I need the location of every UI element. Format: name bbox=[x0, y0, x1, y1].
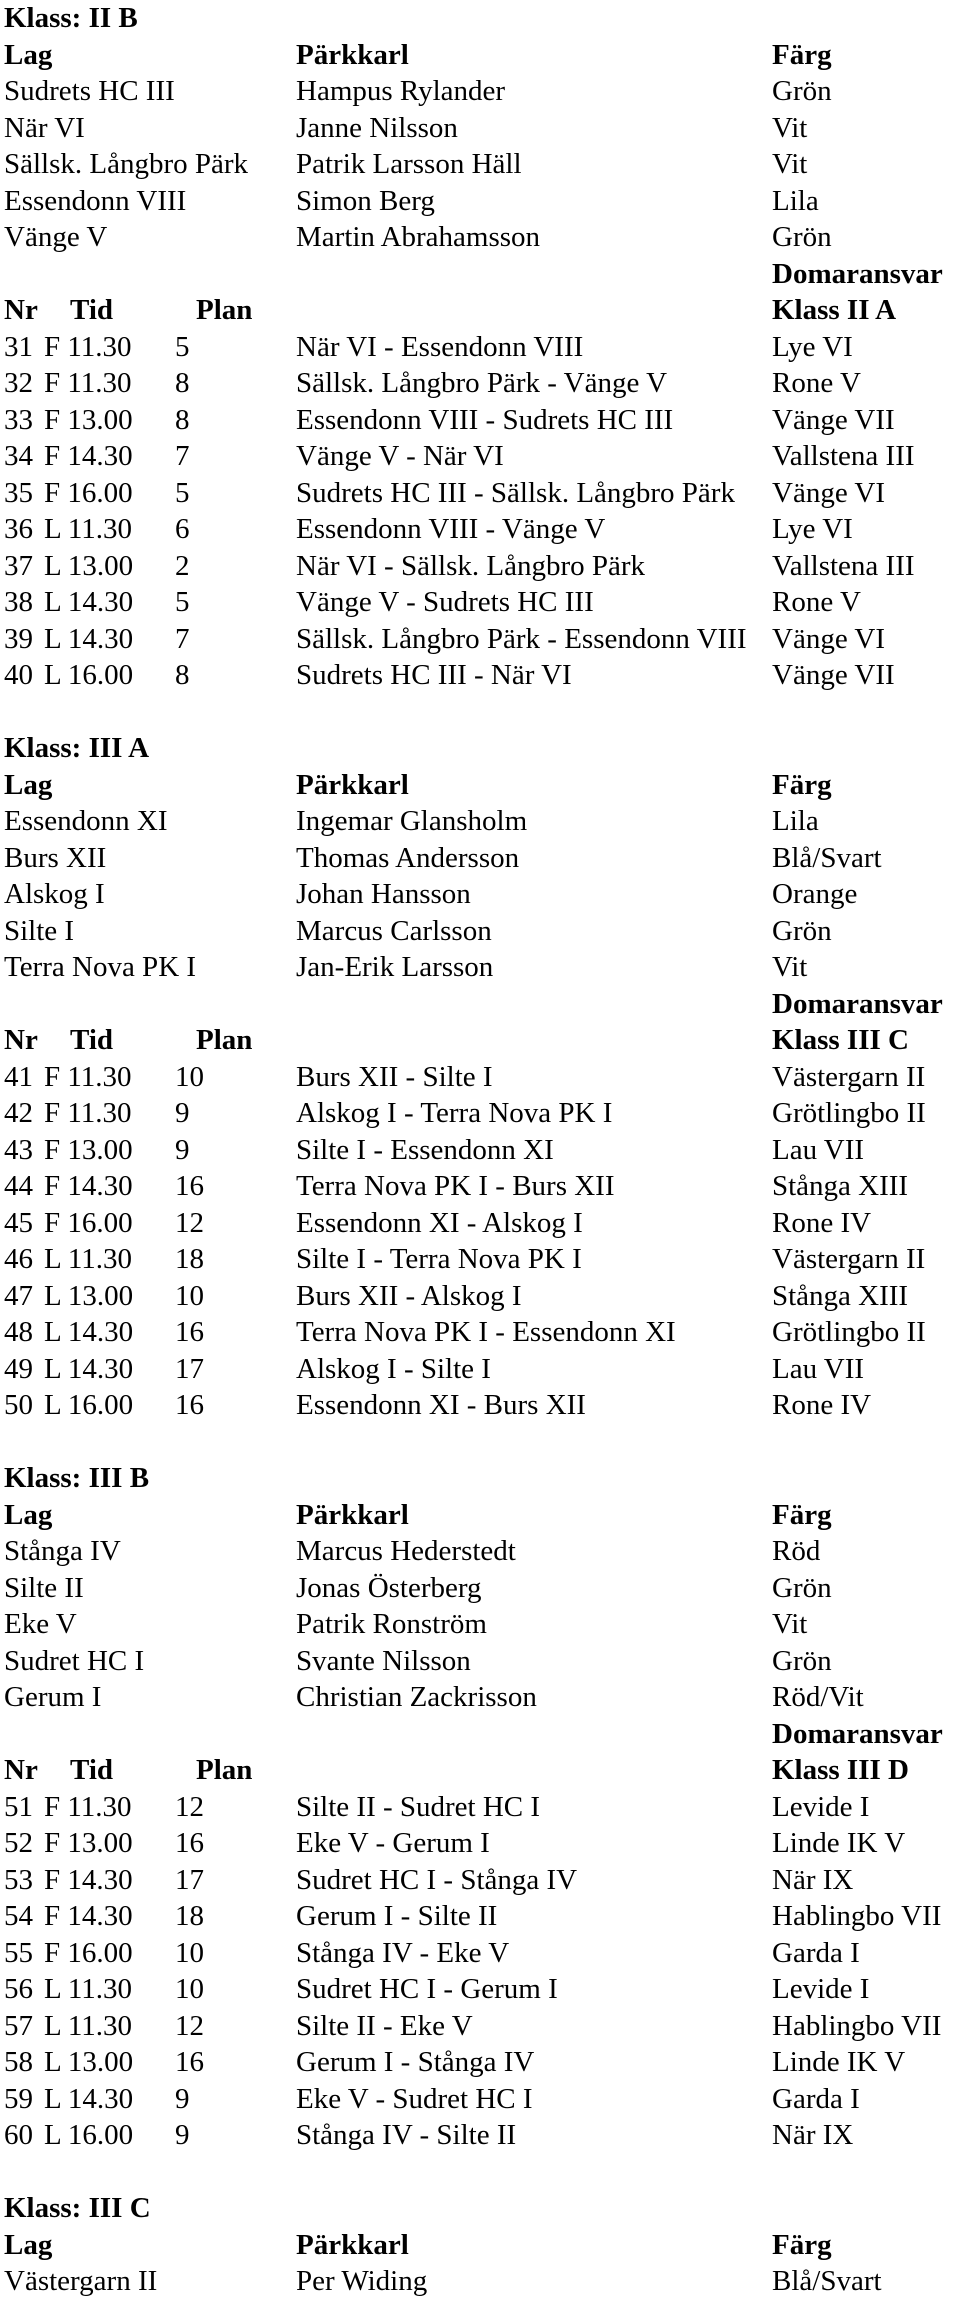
team-color: Grön bbox=[772, 221, 832, 253]
match-time: L 13.00 bbox=[44, 2046, 134, 2078]
team-header-row bbox=[0, 2227, 960, 2264]
team-name: Eke V bbox=[4, 1608, 77, 1640]
section-title-row bbox=[0, 2190, 960, 2227]
nr-header: Nr bbox=[4, 294, 38, 326]
team-color: Vit bbox=[772, 951, 808, 983]
team-header-row bbox=[0, 1497, 960, 1534]
match-referee: Garda I bbox=[772, 2082, 860, 2115]
match-nr: 49 bbox=[4, 1352, 33, 1385]
team-color: Blå/Svart bbox=[772, 841, 882, 874]
match-plan: 10 bbox=[175, 1936, 204, 1969]
nr-header: Nr bbox=[4, 1754, 38, 1786]
parkkarl-name: Jonas Österberg bbox=[296, 1571, 482, 1604]
team-name: När VI bbox=[4, 111, 85, 144]
match-row bbox=[0, 475, 960, 512]
tid-header: Tid bbox=[70, 1754, 114, 1786]
match-nr: 54 bbox=[4, 1900, 33, 1932]
match-teams: Vänge V - Sudrets HC III bbox=[296, 586, 594, 618]
match-time: F 11.30 bbox=[44, 330, 132, 363]
match-plan: 10 bbox=[175, 1060, 204, 1093]
match-teams: Essendonn XI - Alskog I bbox=[296, 1206, 583, 1239]
section-title-row bbox=[0, 1460, 960, 1497]
match-row bbox=[0, 1278, 960, 1315]
match-referee: Stånga XIII bbox=[772, 1279, 909, 1312]
match-row bbox=[0, 1205, 960, 1242]
parkkarl-name: Jan-Erik Larsson bbox=[296, 951, 494, 983]
match-referee: Lye VI bbox=[772, 330, 853, 363]
lag-header: Lag bbox=[4, 1498, 53, 1531]
section-title: Klass: III C bbox=[4, 2192, 151, 2224]
team-row bbox=[0, 1570, 960, 1607]
match-time: L 14.30 bbox=[44, 586, 134, 618]
match-plan: 10 bbox=[175, 1973, 204, 2005]
match-referee: Rone V bbox=[772, 367, 861, 399]
match-nr: 50 bbox=[4, 1389, 33, 1421]
team-row bbox=[0, 840, 960, 877]
match-teams: Gerum I - Stånga IV bbox=[296, 2046, 535, 2078]
team-row bbox=[0, 803, 960, 840]
match-nr: 34 bbox=[4, 440, 33, 472]
farg-header: Färg bbox=[772, 2228, 832, 2261]
match-teams: Silte II - Eke V bbox=[296, 2009, 473, 2042]
match-nr: 52 bbox=[4, 1827, 33, 1859]
match-time: L 14.30 bbox=[44, 622, 134, 655]
match-row bbox=[0, 1059, 960, 1096]
match-nr: 37 bbox=[4, 549, 33, 582]
match-plan: 8 bbox=[175, 367, 190, 399]
match-row bbox=[0, 1314, 960, 1351]
team-row bbox=[0, 1606, 960, 1643]
match-row bbox=[0, 1168, 960, 1205]
match-time: L 14.30 bbox=[44, 1352, 134, 1385]
match-time: L 11.30 bbox=[44, 1973, 133, 2005]
match-row bbox=[0, 438, 960, 475]
parkkarl-header: Pärkkarl bbox=[296, 1498, 409, 1531]
match-teams: När VI - Essendonn VIII bbox=[296, 330, 584, 363]
team-name: Stånga IV bbox=[4, 1535, 121, 1567]
team-name: Vänge V bbox=[4, 221, 108, 253]
match-row bbox=[0, 511, 960, 548]
match-nr: 55 bbox=[4, 1936, 33, 1969]
klass-label: Klass II A bbox=[772, 294, 897, 326]
match-row bbox=[0, 2117, 960, 2154]
team-row bbox=[0, 913, 960, 950]
match-nr: 44 bbox=[4, 1170, 33, 1202]
team-color: Grön bbox=[772, 914, 832, 947]
section-title: Klass: II B bbox=[4, 2, 138, 34]
match-row bbox=[0, 2081, 960, 2118]
tid-header: Tid bbox=[70, 294, 114, 326]
match-plan: 16 bbox=[175, 1389, 204, 1421]
team-row bbox=[0, 1679, 960, 1716]
match-nr: 36 bbox=[4, 513, 33, 545]
match-row bbox=[0, 1241, 960, 1278]
match-referee: Grötlingbo II bbox=[772, 1097, 926, 1129]
team-header-row bbox=[0, 37, 960, 74]
parkkarl-name: Ingemar Glansholm bbox=[296, 805, 528, 837]
match-teams: Sällsk. Långbro Pärk - Essendonn VIII bbox=[296, 622, 747, 655]
match-row bbox=[0, 329, 960, 366]
match-teams: Sudret HC I - Stånga IV bbox=[296, 1863, 578, 1896]
match-referee: Linde IK V bbox=[772, 2046, 906, 2078]
team-row bbox=[0, 949, 960, 986]
team-header-row bbox=[0, 767, 960, 804]
domaransvar-row bbox=[0, 256, 960, 293]
match-nr: 48 bbox=[4, 1316, 33, 1348]
match-referee: Hablingbo VII bbox=[772, 2009, 942, 2042]
match-row bbox=[0, 1862, 960, 1899]
parkkarl-name: Patrik Larsson Häll bbox=[296, 148, 522, 180]
match-referee: När IX bbox=[772, 2119, 854, 2151]
match-referee: Hablingbo VII bbox=[772, 1900, 942, 1932]
match-teams: Sällsk. Långbro Pärk - Vänge V bbox=[296, 367, 668, 399]
match-time: F 11.30 bbox=[44, 367, 132, 399]
match-row bbox=[0, 1132, 960, 1169]
team-color: Lila bbox=[772, 184, 819, 217]
match-teams: Essendonn VIII - Sudrets HC III bbox=[296, 403, 674, 436]
match-header-row bbox=[0, 1752, 960, 1789]
team-color: Grön bbox=[772, 1571, 832, 1604]
match-nr: 39 bbox=[4, 622, 33, 655]
match-referee: Lau VII bbox=[772, 1352, 865, 1385]
match-referee: Levide I bbox=[772, 1790, 870, 1823]
team-row bbox=[0, 183, 960, 220]
match-teams: Sudrets HC III - Sällsk. Långbro Pärk bbox=[296, 476, 735, 509]
match-teams: Essendonn XI - Burs XII bbox=[296, 1389, 586, 1421]
match-nr: 43 bbox=[4, 1133, 33, 1166]
match-time: F 16.00 bbox=[44, 476, 133, 509]
domaransvar-row bbox=[0, 1716, 960, 1753]
match-nr: 35 bbox=[4, 476, 33, 509]
parkkarl-name: Marcus Carlsson bbox=[296, 914, 492, 947]
match-time: L 14.30 bbox=[44, 1316, 134, 1348]
match-teams: Terra Nova PK I - Essendonn XI bbox=[296, 1316, 676, 1348]
match-nr: 56 bbox=[4, 1973, 33, 2005]
match-plan: 17 bbox=[175, 1863, 204, 1896]
parkkarl-name: Patrik Ronström bbox=[296, 1608, 487, 1640]
section-title-row bbox=[0, 730, 960, 767]
match-teams: Sudret HC I - Gerum I bbox=[296, 1973, 558, 2005]
team-name: Silte I bbox=[4, 914, 75, 947]
section-title-row bbox=[0, 0, 960, 37]
match-plan: 12 bbox=[175, 1206, 204, 1239]
match-time: F 11.30 bbox=[44, 1097, 132, 1129]
match-row bbox=[0, 584, 960, 621]
match-plan: 8 bbox=[175, 659, 190, 691]
match-nr: 53 bbox=[4, 1863, 33, 1896]
match-time: F 14.30 bbox=[44, 1170, 133, 1202]
parkkarl-header: Pärkkarl bbox=[296, 2228, 409, 2261]
match-time: L 13.00 bbox=[44, 549, 134, 582]
team-name: Burs XII bbox=[4, 841, 107, 874]
team-row bbox=[0, 73, 960, 110]
team-name: Sällsk. Långbro Pärk bbox=[4, 148, 249, 180]
team-color: Orange bbox=[772, 878, 858, 910]
match-plan: 6 bbox=[175, 513, 190, 545]
lag-header: Lag bbox=[4, 2228, 53, 2261]
match-time: F 11.30 bbox=[44, 1060, 132, 1093]
match-time: L 11.30 bbox=[44, 1243, 133, 1275]
parkkarl-name: Thomas Andersson bbox=[296, 841, 520, 874]
match-teams: Essendonn VIII - Vänge V bbox=[296, 513, 606, 545]
team-name: Essendonn XI bbox=[4, 805, 168, 837]
match-header-row bbox=[0, 1022, 960, 1059]
parkkarl-name: Christian Zackrisson bbox=[296, 1681, 537, 1713]
match-time: L 13.00 bbox=[44, 1279, 134, 1312]
match-referee: Vänge VII bbox=[772, 403, 895, 436]
match-plan: 5 bbox=[175, 586, 190, 618]
match-row bbox=[0, 1825, 960, 1862]
parkkarl-name: Johan Hansson bbox=[296, 878, 471, 910]
match-time: F 11.30 bbox=[44, 1790, 132, 1823]
parkkarl-name: Simon Berg bbox=[296, 184, 435, 217]
match-nr: 51 bbox=[4, 1790, 33, 1823]
match-teams: Silte II - Sudret HC I bbox=[296, 1790, 541, 1823]
farg-header: Färg bbox=[772, 38, 832, 71]
match-time: L 16.00 bbox=[44, 1389, 134, 1421]
match-plan: 17 bbox=[175, 1352, 204, 1385]
match-row bbox=[0, 657, 960, 694]
match-teams: Alskog I - Silte I bbox=[296, 1352, 491, 1385]
match-referee: När IX bbox=[772, 1863, 854, 1896]
plan-header: Plan bbox=[196, 1754, 253, 1786]
team-row bbox=[0, 1533, 960, 1570]
match-row bbox=[0, 1898, 960, 1935]
match-referee: Rone IV bbox=[772, 1389, 872, 1421]
team-row bbox=[0, 110, 960, 147]
team-name: Silte II bbox=[4, 1571, 84, 1604]
match-teams: Alskog I - Terra Nova PK I bbox=[296, 1097, 613, 1129]
match-referee: Garda I bbox=[772, 1936, 860, 1969]
team-color: Grön bbox=[772, 1644, 832, 1677]
team-name: Sudret HC I bbox=[4, 1644, 145, 1677]
team-name: Essendonn VIII bbox=[4, 184, 187, 217]
match-row bbox=[0, 621, 960, 658]
match-teams: Gerum I - Silte II bbox=[296, 1900, 498, 1932]
match-teams: Eke V - Gerum I bbox=[296, 1827, 490, 1859]
klass-label: Klass III C bbox=[772, 1024, 909, 1056]
parkkarl-name: Janne Nilsson bbox=[296, 111, 458, 144]
match-time: F 13.00 bbox=[44, 403, 133, 436]
match-referee: Stånga XIII bbox=[772, 1170, 909, 1202]
match-nr: 45 bbox=[4, 1206, 33, 1239]
domaransvar-header: Domaransvar bbox=[772, 257, 943, 290]
match-referee: Linde IK V bbox=[772, 1827, 906, 1859]
team-row bbox=[0, 146, 960, 183]
match-row bbox=[0, 402, 960, 439]
team-name: Sudrets HC III bbox=[4, 75, 175, 107]
match-referee: Rone V bbox=[772, 586, 861, 618]
team-color: Vit bbox=[772, 111, 808, 144]
match-row bbox=[0, 548, 960, 585]
match-time: L 16.00 bbox=[44, 659, 134, 691]
match-teams: Stånga IV - Eke V bbox=[296, 1936, 510, 1969]
team-name: Terra Nova PK I bbox=[4, 951, 197, 983]
match-referee: Lau VII bbox=[772, 1133, 865, 1166]
match-referee: Vänge VI bbox=[772, 622, 886, 655]
parkkarl-header: Pärkkarl bbox=[296, 38, 409, 71]
match-plan: 9 bbox=[175, 1097, 190, 1129]
nr-header: Nr bbox=[4, 1024, 38, 1056]
match-plan: 16 bbox=[175, 1827, 204, 1859]
match-referee: Levide I bbox=[772, 1973, 870, 2005]
match-nr: 57 bbox=[4, 2009, 33, 2042]
match-row bbox=[0, 1095, 960, 1132]
match-plan: 5 bbox=[175, 476, 190, 509]
match-plan: 7 bbox=[175, 622, 190, 655]
match-teams: Burs XII - Silte I bbox=[296, 1060, 493, 1093]
parkkarl-name: Per Widing bbox=[296, 2265, 428, 2297]
match-row bbox=[0, 1971, 960, 2008]
match-row bbox=[0, 1351, 960, 1388]
parkkarl-header: Pärkkarl bbox=[296, 768, 409, 801]
match-time: L 11.30 bbox=[44, 2009, 133, 2042]
match-plan: 10 bbox=[175, 1279, 204, 1312]
match-plan: 7 bbox=[175, 440, 190, 472]
match-plan: 16 bbox=[175, 1316, 204, 1348]
team-name: Alskog I bbox=[4, 878, 105, 910]
match-plan: 9 bbox=[175, 2119, 190, 2151]
match-nr: 46 bbox=[4, 1243, 33, 1275]
match-teams: Silte I - Essendonn XI bbox=[296, 1133, 554, 1166]
match-time: F 16.00 bbox=[44, 1206, 133, 1239]
match-referee: Rone IV bbox=[772, 1206, 872, 1239]
match-plan: 8 bbox=[175, 403, 190, 436]
match-plan: 12 bbox=[175, 2009, 204, 2042]
team-row bbox=[0, 219, 960, 256]
match-plan: 12 bbox=[175, 1790, 204, 1823]
match-referee: Vallstena III bbox=[772, 440, 915, 472]
team-color: Vit bbox=[772, 148, 808, 180]
team-name: Gerum I bbox=[4, 1681, 102, 1713]
match-header-row bbox=[0, 292, 960, 329]
team-row bbox=[0, 876, 960, 913]
match-referee: Västergarn II bbox=[772, 1060, 926, 1093]
farg-header: Färg bbox=[772, 1498, 832, 1531]
match-referee: Vallstena III bbox=[772, 549, 915, 582]
lag-header: Lag bbox=[4, 38, 53, 71]
match-plan: 18 bbox=[175, 1900, 204, 1932]
match-time: F 14.30 bbox=[44, 440, 133, 472]
match-teams: Terra Nova PK I - Burs XII bbox=[296, 1170, 615, 1202]
match-time: L 14.30 bbox=[44, 2082, 134, 2115]
match-plan: 5 bbox=[175, 330, 190, 363]
match-row bbox=[0, 1789, 960, 1826]
match-time: L 16.00 bbox=[44, 2119, 134, 2151]
match-plan: 9 bbox=[175, 2082, 190, 2115]
farg-header: Färg bbox=[772, 768, 832, 801]
match-referee: Vänge VI bbox=[772, 476, 886, 509]
match-row bbox=[0, 2008, 960, 2045]
team-row bbox=[0, 1643, 960, 1680]
match-time: F 14.30 bbox=[44, 1900, 133, 1932]
match-time: F 14.30 bbox=[44, 1863, 133, 1896]
tid-header: Tid bbox=[70, 1024, 114, 1056]
match-teams: Sudrets HC III - När VI bbox=[296, 659, 572, 691]
match-row bbox=[0, 2044, 960, 2081]
domaransvar-row bbox=[0, 986, 960, 1023]
match-time: F 13.00 bbox=[44, 1827, 133, 1859]
match-nr: 58 bbox=[4, 2046, 33, 2078]
match-nr: 31 bbox=[4, 330, 33, 363]
parkkarl-name: Svante Nilsson bbox=[296, 1644, 471, 1677]
match-plan: 9 bbox=[175, 1133, 190, 1166]
match-nr: 41 bbox=[4, 1060, 33, 1093]
domaransvar-header: Domaransvar bbox=[772, 987, 943, 1020]
team-color: Vit bbox=[772, 1608, 808, 1640]
match-plan: 18 bbox=[175, 1243, 204, 1275]
parkkarl-name: Hampus Rylander bbox=[296, 75, 506, 107]
domaransvar-header: Domaransvar bbox=[772, 1717, 943, 1750]
match-teams: Burs XII - Alskog I bbox=[296, 1279, 522, 1312]
plan-header: Plan bbox=[196, 1024, 253, 1056]
match-nr: 38 bbox=[4, 586, 33, 618]
klass-label: Klass III D bbox=[772, 1754, 909, 1786]
match-nr: 60 bbox=[4, 2119, 33, 2151]
match-teams: Stånga IV - Silte II bbox=[296, 2119, 517, 2151]
match-plan: 16 bbox=[175, 1170, 204, 1202]
parkkarl-name: Marcus Hederstedt bbox=[296, 1535, 516, 1567]
match-referee: Västergarn II bbox=[772, 1243, 926, 1275]
match-referee: Grötlingbo II bbox=[772, 1316, 926, 1348]
match-teams: När VI - Sällsk. Långbro Pärk bbox=[296, 549, 646, 582]
match-time: L 11.30 bbox=[44, 513, 133, 545]
match-referee: Vänge VII bbox=[772, 659, 895, 691]
team-color: Grön bbox=[772, 75, 832, 107]
team-row bbox=[0, 2263, 960, 2300]
match-row bbox=[0, 365, 960, 402]
team-color: Röd/Vit bbox=[772, 1681, 864, 1713]
plan-header: Plan bbox=[196, 294, 253, 326]
match-teams: Eke V - Sudret HC I bbox=[296, 2082, 533, 2115]
match-nr: 42 bbox=[4, 1097, 33, 1129]
match-teams: Vänge V - När VI bbox=[296, 440, 504, 472]
section-title: Klass: III B bbox=[4, 1462, 150, 1494]
match-nr: 33 bbox=[4, 403, 33, 436]
team-color: Lila bbox=[772, 805, 819, 837]
match-plan: 2 bbox=[175, 549, 190, 582]
match-row bbox=[0, 1935, 960, 1972]
team-name: Västergarn II bbox=[4, 2265, 158, 2297]
section-title: Klass: III A bbox=[4, 732, 150, 764]
match-referee: Lye VI bbox=[772, 513, 853, 545]
match-nr: 32 bbox=[4, 367, 33, 399]
match-nr: 40 bbox=[4, 659, 33, 691]
team-color: Blå/Svart bbox=[772, 2265, 882, 2297]
match-time: F 13.00 bbox=[44, 1133, 133, 1166]
parkkarl-name: Martin Abrahamsson bbox=[296, 221, 541, 253]
match-teams: Silte I - Terra Nova PK I bbox=[296, 1243, 582, 1275]
match-plan: 16 bbox=[175, 2046, 204, 2078]
lag-header: Lag bbox=[4, 768, 53, 801]
match-nr: 59 bbox=[4, 2082, 33, 2115]
match-row bbox=[0, 1387, 960, 1424]
match-nr: 47 bbox=[4, 1279, 33, 1312]
match-time: F 16.00 bbox=[44, 1936, 133, 1969]
team-color: Röd bbox=[772, 1535, 821, 1567]
